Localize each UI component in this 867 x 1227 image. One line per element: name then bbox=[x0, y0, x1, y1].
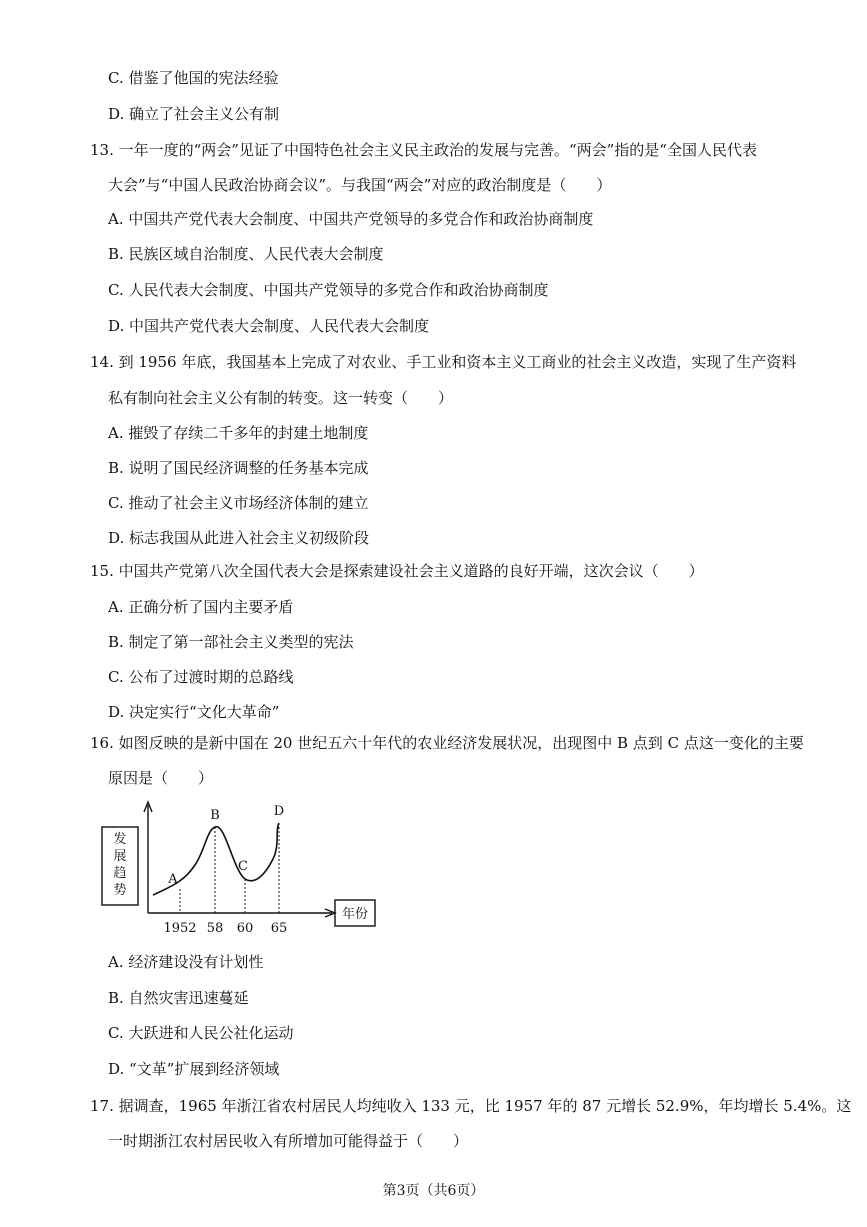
q12-option-c: C. 借鉴了他国的宪法经验 bbox=[108, 69, 279, 87]
q15-stem-line1: 15. 中国共产党第八次全国代表大会是探索建设社会主义道路的良好开端，这次会议（ ） bbox=[90, 562, 704, 580]
q15-option-b: B. 制定了第一部社会主义类型的宪法 bbox=[108, 633, 354, 651]
tick-label-60: 60 bbox=[236, 921, 254, 936]
q14-option-b: B. 说明了国民经济调整的任务基本完成 bbox=[108, 459, 369, 477]
q14-option-a: A. 摧毁了存续二千多年的封建土地制度 bbox=[108, 424, 369, 442]
q17-stem-line1: 17. 据调查，1965 年浙江省农村居民人均纯收入 133 元，比 1957 年的 87 元增长 52.9%，年均增长 5.4%。这 bbox=[90, 1097, 852, 1115]
q14-stem-line2: 私有制向社会主义公有制的转变。这一转变（ ） bbox=[108, 389, 454, 407]
ylabel-char-2: 展 bbox=[113, 849, 127, 864]
q16-option-d: D. “文革”扩展到经济领域 bbox=[108, 1060, 280, 1078]
xlabel-text: 年份 bbox=[341, 907, 369, 922]
q13-stem-line2: 大会”与“中国人民政治协商会议”。与我国“两会”对应的政治制度是（ ） bbox=[108, 176, 612, 194]
q16-option-a: A. 经济建设没有计划性 bbox=[108, 953, 264, 971]
ylabel-char-3: 趋 bbox=[113, 866, 127, 881]
point-label-d: D bbox=[273, 804, 285, 819]
q14-option-c: C. 推动了社会主义市场经济体制的建立 bbox=[108, 494, 369, 512]
q15-option-d: D. 决定实行“文化大革命” bbox=[108, 703, 280, 721]
page-footer: 第3页（共6页） bbox=[382, 1183, 485, 1199]
q12-option-d: D. 确立了社会主义公有制 bbox=[108, 105, 280, 123]
q15-option-c: C. 公布了过渡时期的总路线 bbox=[108, 668, 294, 686]
point-label-a: A bbox=[168, 872, 178, 887]
tick-label-58: 58 bbox=[206, 921, 224, 936]
q13-stem-line1: 13. 一年一度的“两会”见证了中国特色社会主义民主政治的发展与完善。“两会”指的是“全国人民代表 bbox=[90, 141, 757, 159]
ylabel-char-1: 发 bbox=[113, 832, 127, 847]
q16-option-c: C. 大跃进和人民公社化运动 bbox=[108, 1024, 294, 1042]
q13-option-c: C. 人民代表大会制度、中国共产党领导的多党合作和政治协商制度 bbox=[108, 281, 549, 299]
q14-stem-line1: 14. 到 1956 年底，我国基本上完成了对农业、手工业和资本主义工商业的社会主义改造，实现了生产资料 bbox=[90, 353, 797, 371]
q15-option-a: A. 正确分析了国内主要矛盾 bbox=[108, 598, 294, 616]
q17-stem-line2: 一时期浙江农村居民收入有所增加可能得益于（ ） bbox=[108, 1132, 469, 1150]
q13-option-a: A. 中国共产党代表大会制度、中国共产党领导的多党合作和政治协商制度 bbox=[108, 210, 594, 228]
q16-option-b: B. 自然灾害迅速蔓延 bbox=[108, 989, 249, 1007]
point-label-b: B bbox=[210, 808, 220, 823]
q16-stem-line2: 原因是（ ） bbox=[108, 769, 214, 787]
q16-stem-line1: 16. 如图反映的是新中国在 20 世纪五六十年代的农业经济发展状况，出现图中 B 点到 C 点这一变化的主要 bbox=[90, 734, 804, 752]
tick-label-1952: 1952 bbox=[163, 921, 197, 936]
q13-option-b: B. 民族区域自治制度、人民代表大会制度 bbox=[108, 245, 384, 263]
q14-option-d: D. 标志我国从此进入社会主义初级阶段 bbox=[108, 529, 370, 547]
tick-label-65: 65 bbox=[270, 921, 288, 936]
ylabel-char-4: 势 bbox=[113, 883, 127, 898]
point-label-c: C bbox=[238, 859, 248, 874]
trend-graph bbox=[95, 795, 395, 945]
q13-option-d: D. 中国共产党代表大会制度、人民代表大会制度 bbox=[108, 317, 430, 335]
